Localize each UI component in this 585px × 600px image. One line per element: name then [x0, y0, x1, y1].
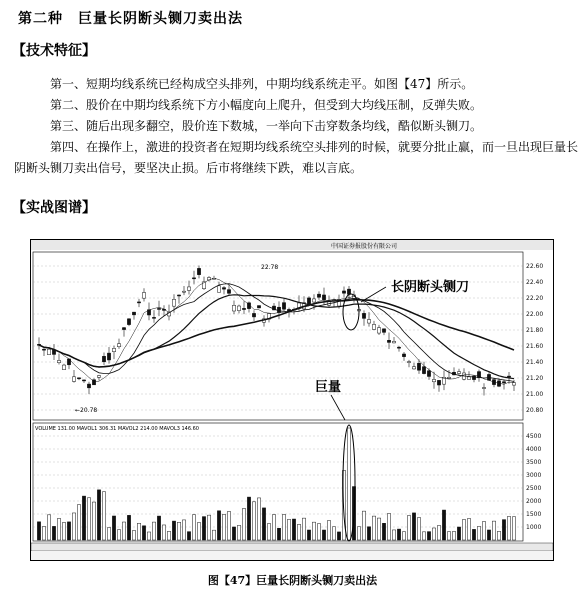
volume-bar — [207, 515, 210, 540]
volume-bar — [372, 516, 375, 540]
candle-body — [107, 353, 110, 360]
volume-bar — [397, 529, 400, 540]
candle-body — [282, 303, 285, 310]
candle-body — [172, 299, 175, 306]
volume-bar — [487, 530, 490, 540]
candle-body — [457, 372, 460, 374]
volume-bar — [107, 528, 110, 540]
volume-bar — [387, 513, 390, 540]
chart-status-bar — [31, 551, 553, 560]
volume-bar — [392, 530, 395, 540]
volume-bar — [412, 513, 415, 540]
volume-bar — [502, 520, 505, 540]
volume-bar — [332, 527, 335, 540]
candle-body — [232, 305, 235, 311]
candle-body — [372, 324, 375, 329]
volume-bar — [447, 532, 450, 540]
candle-body — [137, 302, 140, 303]
candle-body — [512, 383, 515, 385]
volume-bar — [317, 524, 320, 540]
volume-bar — [247, 497, 250, 540]
candle-body — [507, 376, 510, 377]
volume-legend: VOLUME 131.00 MAVOL1 306.31 MAVOL2 214.00 MAVOL3 146.60 — [35, 426, 199, 432]
volume-bar — [377, 518, 380, 540]
candle-body — [57, 360, 60, 362]
candle-body — [402, 354, 405, 357]
price-axis-label: 21.40 — [526, 359, 544, 366]
volume-bar — [122, 522, 125, 540]
volume-bar — [72, 513, 75, 540]
candle-body — [177, 295, 180, 296]
volume-bar — [82, 496, 85, 540]
candle-body — [192, 278, 195, 279]
volume-bar — [312, 522, 315, 540]
volume-axis-label: 4000 — [526, 446, 542, 453]
candle-body — [367, 320, 370, 324]
volume-bar — [37, 522, 40, 540]
candle-body — [112, 348, 115, 351]
volume-bar — [197, 523, 200, 540]
volume-bar — [142, 526, 145, 540]
paragraph-2: 第二、股价在中期均线系统下方小幅度向上爬升，但受到大均线压制，反弹失败。 — [50, 98, 483, 112]
candle-body — [142, 293, 145, 299]
volume-axis-label: 1500 — [526, 511, 542, 518]
candle-body — [422, 367, 425, 374]
price-axis-label: 22.00 — [526, 311, 544, 318]
candle-body — [102, 356, 105, 361]
volume-bar — [102, 492, 105, 540]
candle-body — [122, 328, 125, 330]
stock-chart-figure — [30, 239, 554, 561]
volume-bar — [202, 517, 205, 540]
volume-bar — [172, 521, 175, 540]
chart-menu-bar — [31, 240, 553, 250]
volume-bar — [62, 523, 65, 540]
candle-body — [117, 344, 120, 347]
candle-body — [227, 290, 230, 294]
volume-bar — [457, 527, 460, 540]
candle-body — [72, 377, 75, 382]
candle-body — [197, 268, 200, 274]
volume-bar — [307, 530, 310, 540]
candle-body — [387, 340, 390, 342]
guillotine-arrow — [361, 287, 386, 302]
candle-body — [467, 377, 470, 380]
volume-bar — [252, 502, 255, 540]
volume-bar — [302, 518, 305, 540]
volume-bar — [297, 524, 300, 540]
paragraph-3: 第三、随后出现多翻空，股价连下数城，一举向下击穿数条均线，酷似断头铡刀。 — [50, 119, 483, 133]
candle-body — [77, 378, 80, 379]
candle-body — [47, 349, 50, 355]
volume-bar — [177, 522, 180, 540]
candle-body — [82, 380, 85, 381]
paragraph-4: 第四、在操作上，激进的投资者在短期均线系统空头排列的时候，就要分批止赢，而一旦出现巨量长阴断头铡刀卖出信号，要坚决止损。后市将继续下跌，难以言底。 — [14, 140, 579, 175]
volume-bars — [37, 428, 515, 540]
volume-bar — [362, 511, 365, 540]
volume-bar — [127, 515, 130, 540]
candle-body — [382, 329, 385, 333]
volume-bar — [242, 509, 245, 540]
volume-grid — [33, 436, 523, 527]
price-axis-label: 22.20 — [526, 295, 544, 302]
volume-bar — [422, 532, 425, 540]
volume-bar — [292, 519, 295, 540]
volume-bar — [42, 526, 45, 540]
price-low-label: ←20.78 — [75, 407, 98, 414]
volume-bar — [507, 516, 510, 540]
section-heading-features: 【技术特征】 — [12, 43, 96, 59]
volume-bar — [402, 532, 405, 540]
volume-bar — [262, 508, 265, 540]
volume-bar — [167, 531, 170, 540]
volume-bar — [327, 521, 330, 540]
volume-bar — [432, 528, 435, 540]
candle-body — [152, 317, 155, 318]
volume-bar — [222, 514, 225, 540]
candle-body — [127, 319, 130, 325]
paragraph-1: 第一、短期均线系统已经构成空头排列，中期均线系统走平。如图【47】所示。 — [50, 77, 474, 91]
candle-body — [392, 341, 395, 343]
candle-body — [222, 288, 225, 290]
candle-body — [397, 347, 400, 348]
page-title: 第二种 巨量长阴断头铡刀卖出法 — [18, 11, 243, 27]
volume-bar — [367, 527, 370, 540]
volume-bar — [52, 526, 55, 540]
huge-volume-arrow — [331, 395, 345, 420]
candle-body — [342, 291, 345, 293]
volume-bar — [287, 519, 290, 540]
candle-body — [437, 380, 440, 385]
volume-bar — [467, 519, 470, 540]
volume-bar — [182, 520, 185, 540]
candle-body — [482, 388, 485, 389]
volume-bar — [512, 517, 515, 540]
price-axis-label: 21.60 — [526, 343, 544, 350]
annotation-huge-volume: 巨量 — [315, 380, 342, 395]
volume-panel — [33, 423, 523, 541]
volume-bar — [477, 526, 480, 540]
volume-bar — [237, 525, 240, 540]
volume-bar — [112, 516, 115, 540]
volume-bar — [67, 522, 70, 540]
volume-bar — [277, 528, 280, 540]
chart-tab-bar[interactable] — [31, 543, 553, 551]
price-axis-label: 22.60 — [526, 263, 544, 270]
volume-bar — [257, 498, 260, 540]
volume-bar — [472, 529, 475, 540]
annotation-guillotine: 长阴断头铡刀 — [391, 280, 470, 295]
volume-bar — [232, 527, 235, 540]
candle-body — [432, 379, 435, 381]
volume-axis-label: 1000 — [526, 524, 542, 531]
volume-bar — [152, 522, 155, 540]
volume-bar — [57, 518, 60, 540]
price-panel — [33, 252, 523, 420]
volume-axis-label: 3500 — [526, 459, 542, 466]
figure-caption: 图【47】巨量长阴断头铡刀卖出法 — [207, 574, 378, 587]
volume-bar — [337, 532, 340, 540]
moving-average-line — [39, 284, 514, 382]
candle-body — [257, 306, 260, 308]
candle-body — [132, 312, 135, 315]
candle-body — [317, 294, 320, 297]
volume-bar — [442, 510, 445, 540]
candle-body — [62, 365, 65, 370]
candle-body — [217, 286, 220, 292]
volume-bar — [217, 511, 220, 540]
volume-bar — [407, 516, 410, 540]
price-axis-label: 21.00 — [526, 391, 544, 398]
candle-body — [187, 287, 190, 291]
volume-bar — [137, 523, 140, 540]
volume-bar — [132, 531, 135, 540]
volume-bar — [187, 532, 190, 540]
candle-body — [362, 313, 365, 318]
candle-body — [427, 371, 430, 377]
volume-bar — [382, 523, 385, 540]
volume-bar — [47, 515, 50, 540]
candle-body — [182, 291, 185, 292]
volume-bar — [227, 512, 230, 540]
volume-bar — [417, 518, 420, 540]
volume-bar — [77, 505, 80, 540]
price-axis-label: 21.80 — [526, 327, 544, 334]
volume-bar — [427, 532, 430, 540]
price-high-label: 22.78 — [261, 264, 279, 271]
candle-body — [322, 295, 325, 300]
volume-bar — [462, 520, 465, 540]
volume-axis — [526, 433, 541, 531]
candle-body — [412, 367, 415, 369]
volume-axis-label: 2500 — [526, 485, 542, 492]
volume-bar — [272, 515, 275, 540]
volume-bar — [117, 530, 120, 540]
candle-body — [417, 363, 420, 370]
volume-axis-label: 3000 — [526, 472, 542, 479]
volume-bar — [212, 530, 215, 540]
candle-body — [447, 377, 450, 378]
volume-bar — [92, 502, 95, 540]
volume-bar — [87, 498, 90, 540]
volume-bar — [282, 514, 285, 540]
candle-body — [97, 376, 100, 378]
candle-body — [407, 362, 410, 363]
stock-chart-svg — [31, 240, 553, 560]
volume-bar — [267, 524, 270, 540]
chart-top-bar-text: 中国证券报股份有限公司 — [331, 243, 398, 250]
volume-bar — [157, 516, 160, 540]
candle-body — [252, 313, 255, 316]
volume-axis-label: 4500 — [526, 433, 542, 440]
candle-body — [277, 307, 280, 312]
volume-bar — [97, 490, 100, 540]
candle-body — [242, 308, 245, 309]
price-axis-label: 22.40 — [526, 279, 544, 286]
section-heading-chart: 【实战图谱】 — [12, 200, 96, 216]
volume-bar — [497, 531, 500, 540]
volume-axis-label: 2000 — [526, 498, 542, 505]
volume-bar — [452, 531, 455, 540]
volume-bar — [192, 515, 195, 540]
volume-bar — [482, 522, 485, 540]
price-axis — [526, 263, 543, 414]
volume-bar — [322, 530, 325, 540]
candle-body — [312, 299, 315, 302]
candle-body — [377, 328, 380, 333]
candle-body — [87, 384, 90, 388]
candle-body — [42, 349, 45, 350]
price-axis-label: 21.20 — [526, 375, 544, 382]
volume-bar — [492, 521, 495, 540]
volume-bar — [347, 428, 350, 540]
volume-bar — [357, 527, 360, 540]
volume-bar — [147, 532, 150, 540]
price-axis-label: 20.80 — [526, 407, 544, 414]
volume-bar — [437, 526, 440, 540]
candle-body — [237, 306, 240, 311]
candle-body — [502, 382, 505, 383]
candle-body — [307, 298, 310, 304]
volume-bar — [162, 525, 165, 540]
candle-body — [157, 308, 160, 309]
